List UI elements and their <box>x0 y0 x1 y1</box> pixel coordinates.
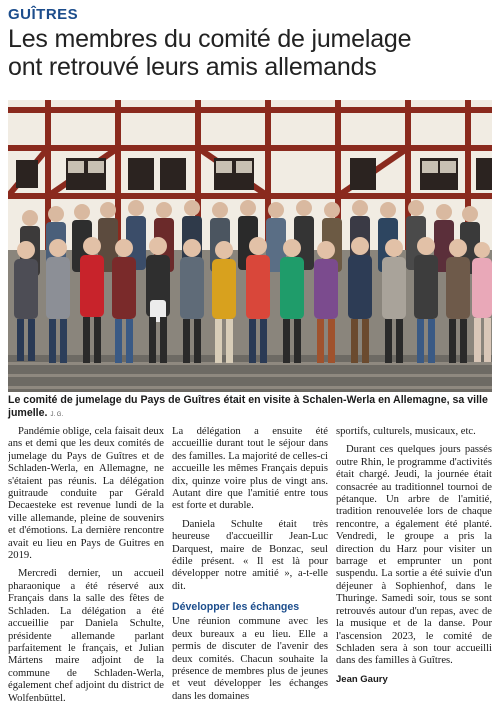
paragraph: Pandémie oblige, cela faisait deux ans et demi que les deux comités de jumelage du Pays de Guîtres et de Schladen-Werla, en Allemagne, ne s'étaient pas réunis. La délégation guitraude conduite par Gérald Decaesteke est revenue lundi de la ville allemande, pleine de souvenirs et d'émotions. La dernière rencontre avait eu lieu en Pays de Guitres en 2019. <box>8 426 164 562</box>
paragraph: Durant ces quelques jours passés outre Rhin, le programme d'activités était chargé. Jeudi, la journée était consacrée au traditionnel tournoi de pétanque. Un arbre de l'amitié, tradition renouvelée lors de chaque rencontre, a également été planté. Vendredi, le groupe a pris la direction du Harz pour visiter un barrage et emprunter un pont suspendu. La sortie a été suivie d'un déjeuner à Sophienhof, dans le Thuringe. Samedi soir, tous se sont retrouvés autour d'un repas, avec de la musique et de la danse. Pour l'ascension 2023, le comité de Schladen sera à son tour accueilli dans des familles à Guîtres. <box>336 444 492 667</box>
byline: Jean Gaury <box>336 673 388 685</box>
paragraph: La délégation a ensuite été accueillie durant tout le séjour dans des familles. La majorité de celles-ci accueille les mêmes Français depuis dix, quinze voire plus de vingt ans. Autant dire que l'amitié entre tous est forte et durable. <box>172 426 328 512</box>
paragraph: Daniela Schulte était très heureuse d'accueillir Jean-Luc Darquest, maire de Bonzac, seul édile présent. « Il est là pour développer notre amitié », a-t-elle dit. <box>172 518 328 592</box>
headline-line-1: Les membres du comité de jumelage <box>8 25 412 53</box>
group-photo <box>8 100 492 392</box>
headline <box>8 25 492 81</box>
paragraph: sportifs, culturels, musicaux, etc. <box>336 426 476 437</box>
photo-caption <box>8 394 492 422</box>
newspaper-article <box>8 6 492 718</box>
subheading: Développer les échanges <box>172 601 300 614</box>
column-2 <box>172 426 328 718</box>
paragraph: Une réunion commune avec les deux bureaux a eu lieu. Elle a permis de discuter de l'avenir des deux comités. Chacun souhaite la présence de membres plus de jeunes et veut développer les échanges dans les domaines <box>172 616 328 702</box>
column-3 <box>336 426 492 718</box>
photo-credit: J. G. <box>50 412 64 418</box>
paragraph: Mercredi dernier, un accueil pharaonique a été réservé aux Français dans la salle des fêtes de Schladen. La délégation a été accueillie par Daniela Schulte, présidente allemande parlant parfaitement le français, et Julian Mártens maire adjoint de la commune de Schladen-Werla, également chef adjoint du district de Wolfenbüttel. <box>8 568 164 704</box>
article-body <box>8 426 492 718</box>
kicker-location: GUÎTRES <box>8 6 79 23</box>
caption-text: Le comité de jumelage du Pays de Guîtres était en visite à Schalen-Werla en Allemagne, sa ville jumelle. <box>8 394 488 419</box>
headline-line-2: ont retrouvé leurs amis allemands <box>8 53 377 81</box>
column-1 <box>8 426 164 718</box>
